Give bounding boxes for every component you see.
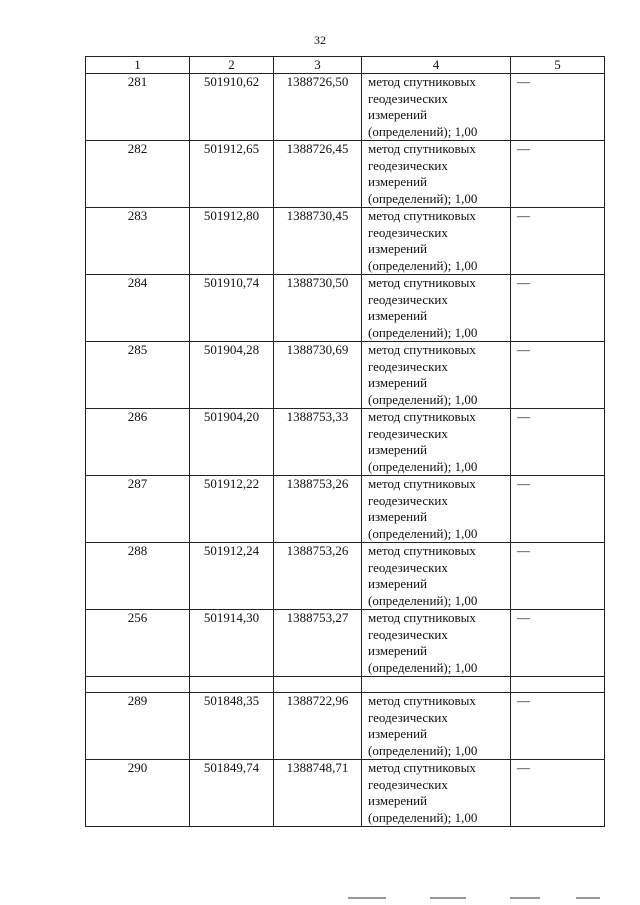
- empty-cell: [86, 677, 190, 693]
- footer-scan-marks: [340, 897, 610, 903]
- x-coordinate-cell: 501904,28: [190, 342, 274, 409]
- point-number-cell: 287: [86, 476, 190, 543]
- page-number: 32: [314, 33, 326, 47]
- y-coordinate-cell: 1388730,45: [274, 208, 362, 275]
- y-coordinate-cell: 1388726,45: [274, 141, 362, 208]
- dash-mark: —: [517, 141, 530, 156]
- y-coordinate-cell: 1388753,33: [274, 409, 362, 476]
- header-col-1: 1: [86, 57, 190, 74]
- dash-mark: —: [517, 275, 530, 290]
- point-number-cell: 289: [86, 693, 190, 760]
- method-cell: метод спутниковых геодезических измерений (определений); 1,00: [362, 208, 511, 275]
- point-number-cell: 286: [86, 409, 190, 476]
- method-cell: метод спутниковых геодезических измерений (определений); 1,00: [362, 342, 511, 409]
- method-cell: метод спутниковых геодезических измерений (определений); 1,00: [362, 693, 511, 760]
- y-coordinate-cell: 1388726,50: [274, 74, 362, 141]
- table-row: [86, 141, 605, 208]
- note-cell: [511, 275, 605, 342]
- x-coordinate-cell: 501912,65: [190, 141, 274, 208]
- point-number-cell: 283: [86, 208, 190, 275]
- header-col-3: 3: [274, 57, 362, 74]
- header-col-2: 2: [190, 57, 274, 74]
- note-cell: [511, 476, 605, 543]
- point-number-cell: 288: [86, 543, 190, 610]
- coordinates-table: [85, 56, 605, 827]
- note-cell: [511, 141, 605, 208]
- note-cell: [511, 409, 605, 476]
- point-number-cell: 285: [86, 342, 190, 409]
- y-coordinate-cell: 1388753,27: [274, 610, 362, 677]
- x-coordinate-cell: 501848,35: [190, 693, 274, 760]
- method-cell: метод спутниковых геодезических измерений (определений); 1,00: [362, 409, 511, 476]
- table-row: [86, 208, 605, 275]
- note-cell: [511, 610, 605, 677]
- x-coordinate-cell: 501904,20: [190, 409, 274, 476]
- x-coordinate-cell: 501910,74: [190, 275, 274, 342]
- x-coordinate-cell: 501912,22: [190, 476, 274, 543]
- dash-mark: —: [517, 74, 530, 89]
- x-coordinate-cell: 501914,30: [190, 610, 274, 677]
- x-coordinate-cell: 501912,24: [190, 543, 274, 610]
- point-number-cell: 290: [86, 760, 190, 827]
- dash-mark: —: [517, 409, 530, 424]
- empty-cell: [511, 677, 605, 693]
- note-cell: [511, 693, 605, 760]
- note-cell: [511, 760, 605, 827]
- table-row: [86, 693, 605, 760]
- header-col-4: 4: [362, 57, 511, 74]
- empty-cell: [274, 677, 362, 693]
- note-cell: [511, 208, 605, 275]
- point-number-cell: 282: [86, 141, 190, 208]
- dash-mark: —: [517, 342, 530, 357]
- point-number-cell: 256: [86, 610, 190, 677]
- note-cell: [511, 543, 605, 610]
- table-gap-row: [86, 677, 605, 693]
- method-cell: метод спутниковых геодезических измерений (определений); 1,00: [362, 74, 511, 141]
- method-cell: метод спутниковых геодезических измерений (определений); 1,00: [362, 476, 511, 543]
- note-cell: [511, 342, 605, 409]
- method-cell: метод спутниковых геодезических измерений (определений); 1,00: [362, 275, 511, 342]
- dash-mark: —: [517, 476, 530, 491]
- method-cell: метод спутниковых геодезических измерений (определений); 1,00: [362, 610, 511, 677]
- method-cell: метод спутниковых геодезических измерений (определений); 1,00: [362, 543, 511, 610]
- dash-mark: —: [517, 208, 530, 223]
- table-row: [86, 342, 605, 409]
- method-cell: метод спутниковых геодезических измерений (определений); 1,00: [362, 141, 511, 208]
- y-coordinate-cell: 1388753,26: [274, 543, 362, 610]
- table-body: [86, 74, 605, 827]
- y-coordinate-cell: 1388730,69: [274, 342, 362, 409]
- point-number-cell: 281: [86, 74, 190, 141]
- table-row: [86, 543, 605, 610]
- table-header-row: [86, 57, 605, 74]
- dash-mark: —: [517, 760, 530, 775]
- note-cell: [511, 74, 605, 141]
- y-coordinate-cell: 1388722,96: [274, 693, 362, 760]
- table-row: [86, 476, 605, 543]
- point-number-cell: 284: [86, 275, 190, 342]
- y-coordinate-cell: 1388748,71: [274, 760, 362, 827]
- x-coordinate-cell: 501849,74: [190, 760, 274, 827]
- table-row: [86, 275, 605, 342]
- empty-cell: [362, 677, 511, 693]
- dash-mark: —: [517, 610, 530, 625]
- x-coordinate-cell: 501910,62: [190, 74, 274, 141]
- table-row: [86, 760, 605, 827]
- table-row: [86, 610, 605, 677]
- table-row: [86, 74, 605, 141]
- dash-mark: —: [517, 693, 530, 708]
- y-coordinate-cell: 1388753,26: [274, 476, 362, 543]
- method-cell: метод спутниковых геодезических измерений (определений); 1,00: [362, 760, 511, 827]
- empty-cell: [190, 677, 274, 693]
- y-coordinate-cell: 1388730,50: [274, 275, 362, 342]
- dash-mark: —: [517, 543, 530, 558]
- x-coordinate-cell: 501912,80: [190, 208, 274, 275]
- table-row: [86, 409, 605, 476]
- header-col-5: 5: [511, 57, 605, 74]
